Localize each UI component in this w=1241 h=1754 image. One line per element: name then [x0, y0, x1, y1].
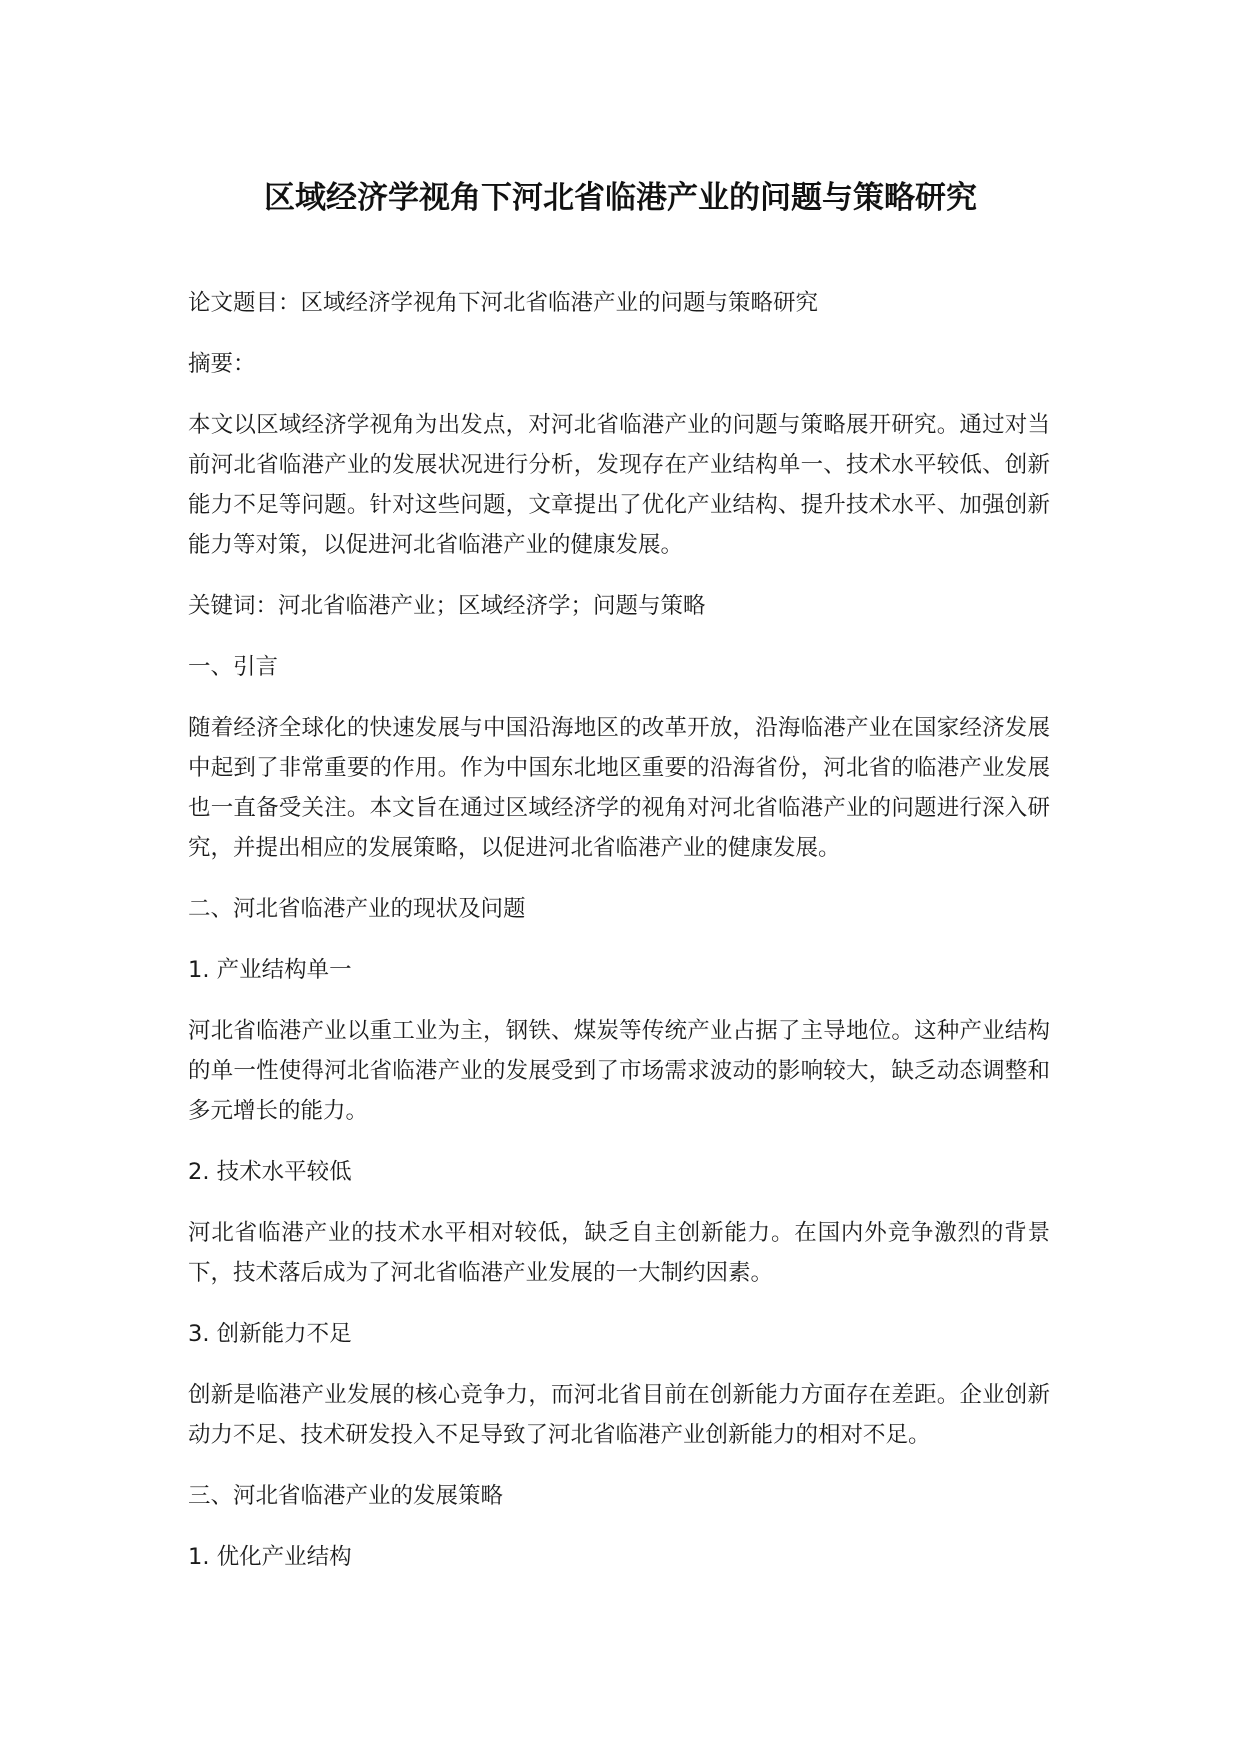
subsection-heading-structure: 1. 产业结构单一: [188, 957, 352, 983]
document-body: [188, 283, 1050, 1598]
structure-paragraph: 河北省临港产业以重工业为主，钢铁、煤炭等传统产业占据了主导地位。这种产业结构的单一性使得河北省临港产业的发展受到了市场需求波动的影响较大，缺乏动态调整和多元增长的能力。: [188, 1018, 1050, 1124]
paper-title-line: 论文题目：区域经济学视角下河北省临港产业的问题与策略研究: [188, 290, 819, 316]
subsection-heading-optimize-structure: 1. 优化产业结构: [188, 1544, 352, 1570]
section-heading-status-problems: 二、河北省临港产业的现状及问题: [188, 896, 526, 922]
section-heading-introduction: 一、引言: [188, 654, 279, 680]
subsection-heading-technology: 2. 技术水平较低: [188, 1159, 352, 1185]
keywords-line: 关键词：河北省临港产业；区域经济学；问题与策略: [188, 593, 706, 619]
subsection-heading-innovation: 3. 创新能力不足: [188, 1321, 352, 1347]
section-heading-strategies: 三、河北省临港产业的发展策略: [188, 1483, 504, 1509]
abstract-paragraph: 本文以区域经济学视角为出发点，对河北省临港产业的问题与策略展开研究。通过对当前河北省临港产业的发展状况进行分析，发现存在产业结构单一、技术水平较低、创新能力不足等问题。针对这些问题，文章提出了优化产业结构、提升技术水平、加强创新能力等对策，以促进河北省临港产业的健康发展。: [188, 412, 1050, 558]
technology-paragraph: 河北省临港产业的技术水平相对较低，缺乏自主创新能力。在国内外竞争激烈的背景下，技术落后成为了河北省临港产业发展的一大制约因素。: [188, 1220, 1050, 1286]
innovation-paragraph: 创新是临港产业发展的核心竞争力，而河北省目前在创新能力方面存在差距。企业创新动力不足、技术研发投入不足导致了河北省临港产业创新能力的相对不足。: [188, 1382, 1050, 1448]
document-title: 区域经济学视角下河北省临港产业的问题与策略研究: [264, 180, 977, 216]
introduction-paragraph: 随着经济全球化的快速发展与中国沿海地区的改革开放，沿海临港产业在国家经济发展中起到了非常重要的作用。作为中国东北地区重要的沿海省份，河北省的临港产业发展也一直备受关注。本文旨在通过区域经济学的视角对河北省临港产业的问题进行深入研究，并提出相应的发展策略，以促进河北省临港产业的健康发展。: [188, 715, 1050, 861]
abstract-label: 摘要：: [188, 351, 256, 377]
